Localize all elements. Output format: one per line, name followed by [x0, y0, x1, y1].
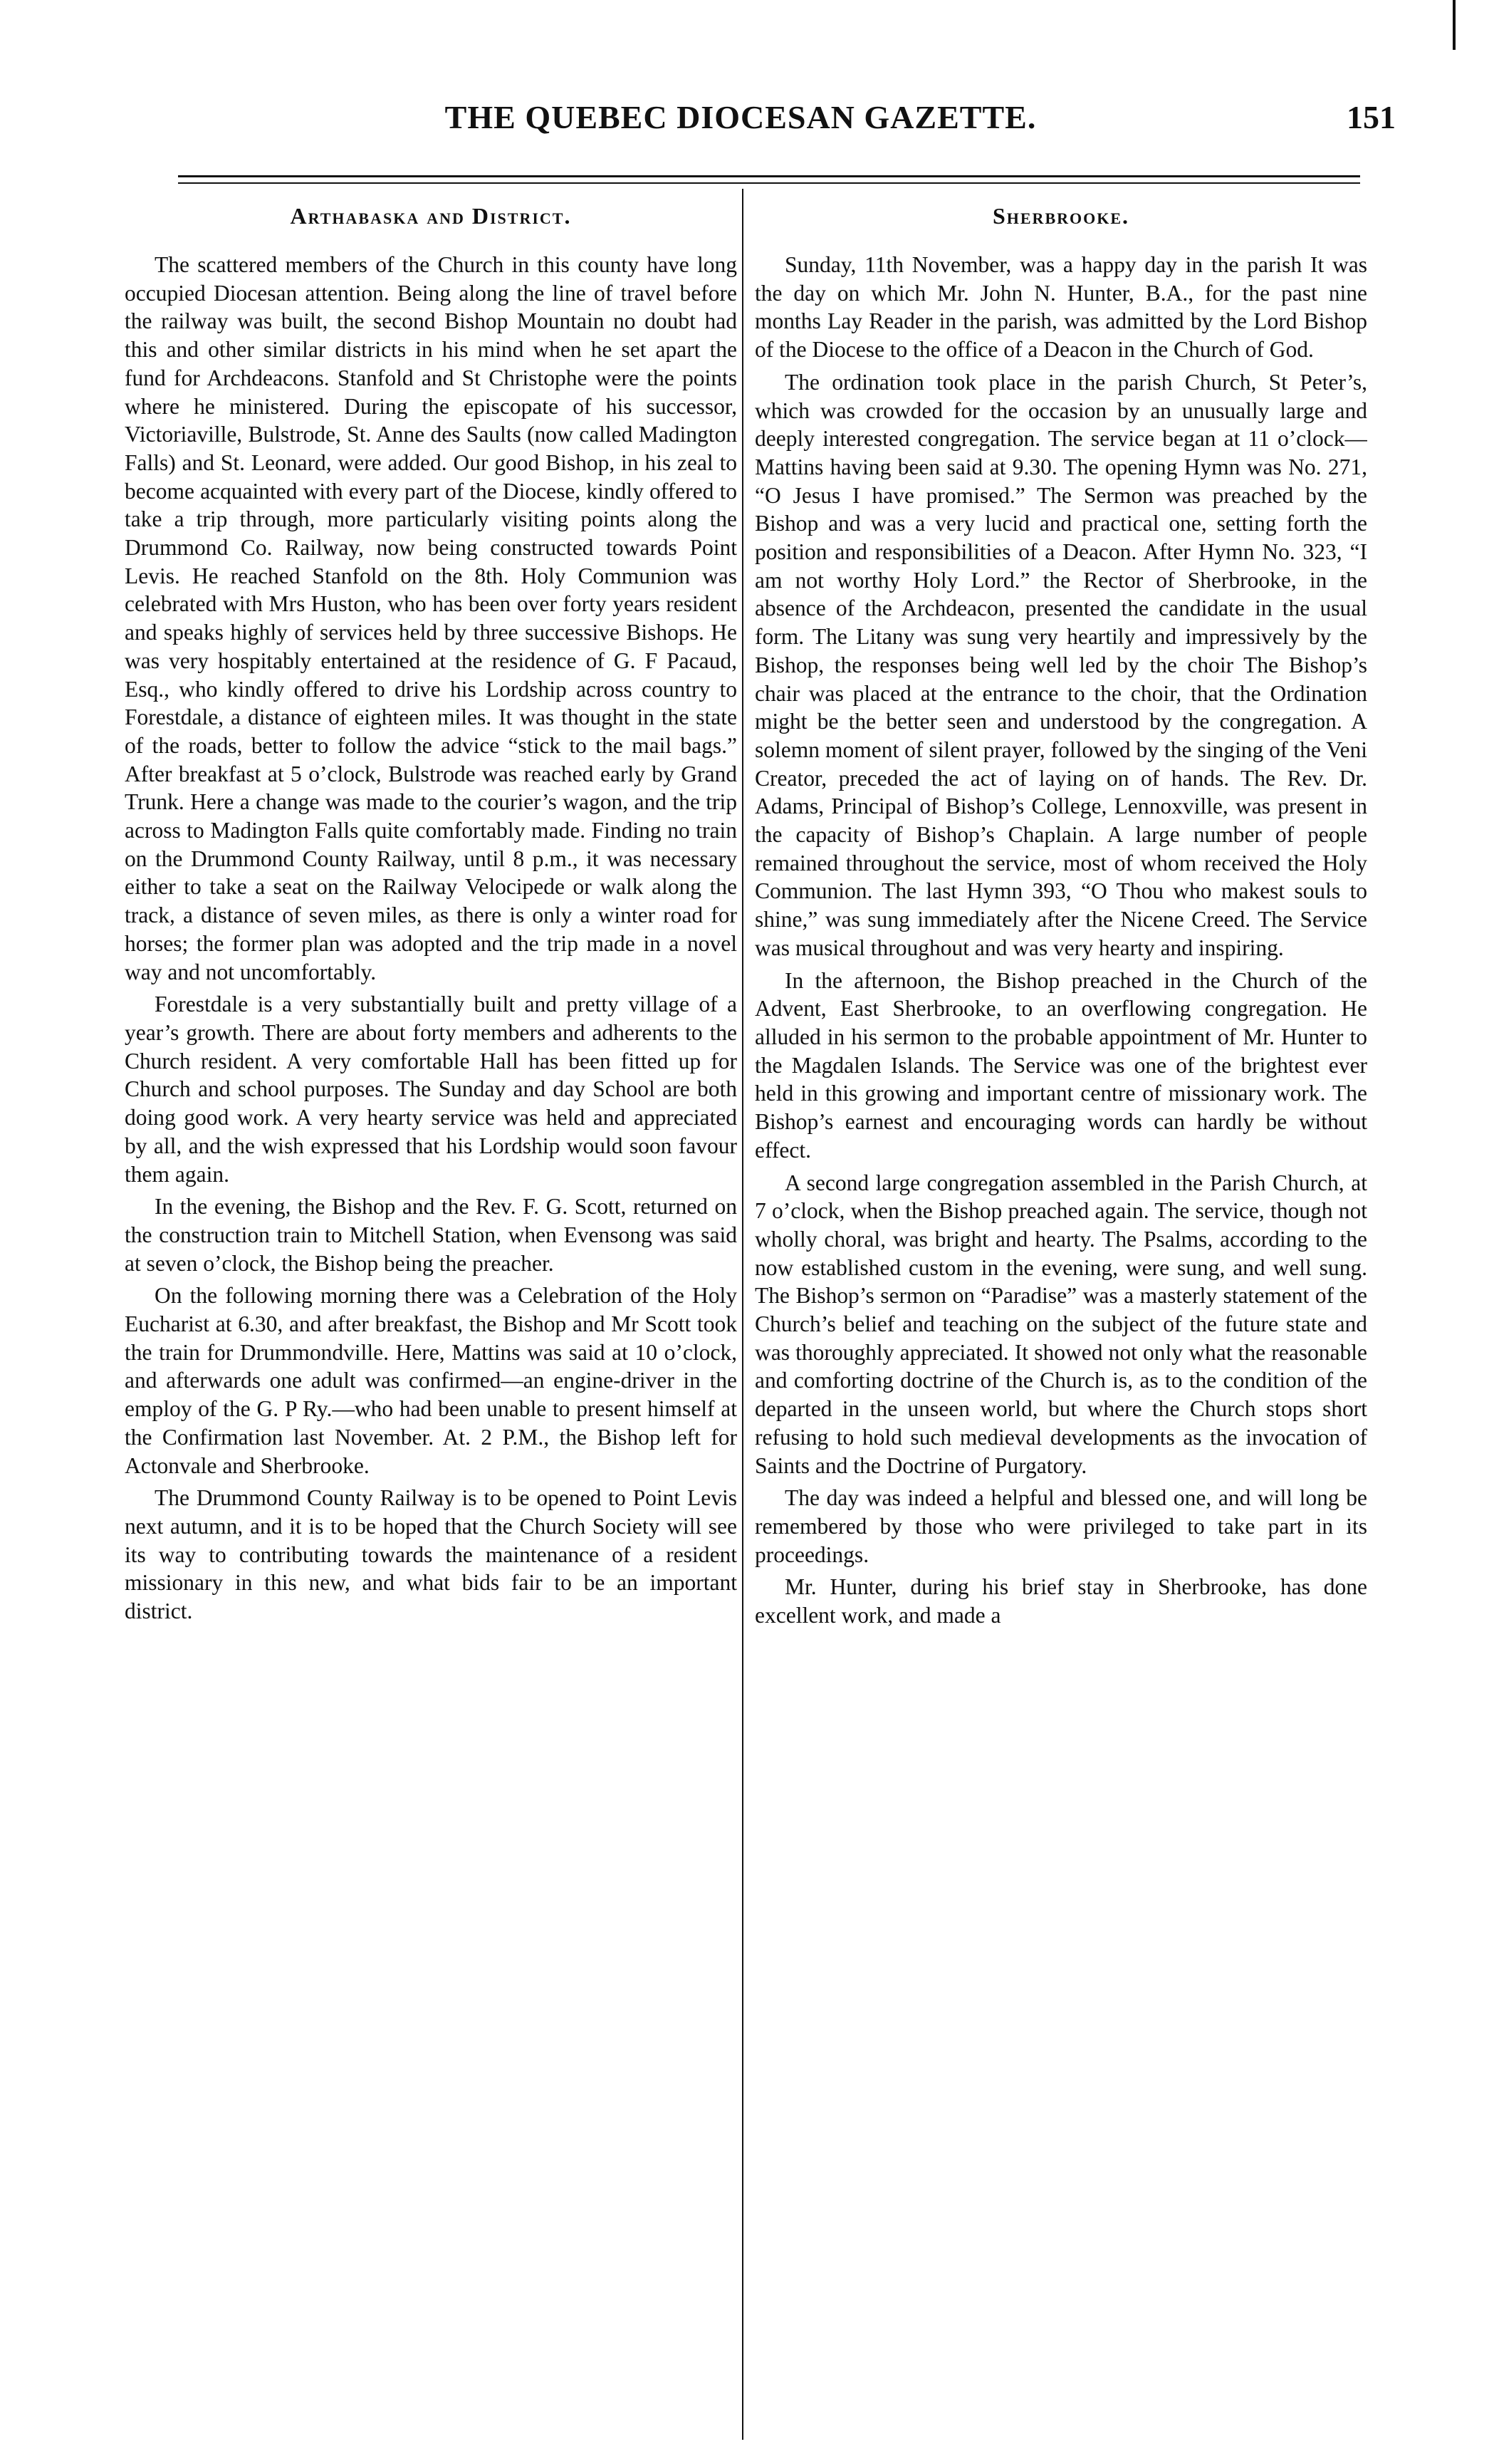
page-header	[85, 85, 1396, 151]
right-column	[755, 203, 1367, 2447]
paragraph: A second large congregation assembled in the Parish Church, at 7 o’clock, when the Bishop preached again. The service, though not wholly choral, was bright and hearty. The Psalms, according to the now established custom in the evening, were sung, and well sung. The Bishop’s sermon on “Paradise” was a masterly statement of the Church’s belief and teaching on the subject of the future state and was thoroughly appreciated. It showed not only what the reasonable and comforting doctrine of the Church is, as to the condition of the departed in the unseen world, but where the Church stops short refusing to hold such medieval developments as the invocation of Saints and the Doctrine of Purgatory.	[755, 1170, 1367, 1478]
left-column	[125, 203, 737, 2447]
paragraph: In the afternoon, the Bishop preached in the Church of the Advent, East Sherbrooke, to an overflowing congregation. He alluded in his sermon to the probable appointment of Mr. Hunter to the Magdalen Islands. The Service was one of the brightest ever held in this growing and important centre of missionary work. The Bishop’s earnest and encouraging words can hardly be without effect.	[755, 967, 1367, 1163]
margin-mark	[1453, 0, 1456, 50]
paragraph: In the evening, the Bishop and the Rev. F. G. Scott, returned on the construction train to Mitchell Station, when Evensong was said at seven o’clock, the Bishop being the preacher.	[125, 1194, 737, 1276]
paragraph: Sunday, 11th November, was a happy day in the parish It was the day on which Mr. John N. Hunter, B.A., for the past nine months Lay Reader in the parish, was admitted by the Lord Bishop of the Diocese to the office of a Deacon in the Church of God.	[755, 252, 1367, 363]
paragraph: The scattered members of the Church in this county have long occupied Diocesan attention. Being along the line of travel before the railway was built, the second Bishop Mountain no doubt had this and other similar districts in his mind when he set apart the fund for Archdeacons. Stanfold and St Christophe were the points where he ministered. During the episcopate of his successor, Victoriaville, Bulstrode, St. Anne des Saults (now called Madington Falls) and St. Leonard, were added. Our good Bishop, in his zeal to become acquainted with every part of the Diocese, kindly offered to take a trip through, more particularly visiting points along the Drummond Co. Railway, now being constructed towards Point Levis. He reached Stanfold on the 8th. Holy Communion was celebrated with Mrs Huston, who has been over forty years resident and speaks highly of services held by three successive Bishops. He was very hospitably entertained at the residence of G. F Pacaud, Esq., who kindly offered to drive his Lordship across country to Forestdale, a distance of eighteen miles. It was thought in the state of the roads, better to follow the advice “stick to the mail bags.” After breakfast at 5 o’clock, Bulstrode was reached early by Grand Trunk. Here a change was made to the courier’s wagon, and the trip across to Madington Falls quite comfortably made. Finding no train on the Drummond County Railway, until 8 p.m., it was necessary either to take a seat on the Railway Velocipede or walk along the track, a distance of seven miles, as there is only a winter road for horses; the former plan was adopted and the trip made in a novel way and not uncomfortably.	[125, 252, 737, 984]
header-rule-top	[178, 175, 1360, 177]
paragraph: The day was indeed a helpful and blessed one, and will long be remembered by those who were privileged to take part in its proceedings.	[755, 1485, 1367, 1567]
header-rule-bottom	[178, 182, 1360, 184]
paragraph: On the following morning there was a Celebration of the Holy Eucharist at 6.30, and after breakfast, the Bishop and Mr Scott took the train for Drummondville. Here, Mattins was said at 10 o’clock, and afterwards one adult was confirmed—an engine-driver in the employ of the G. P Ry.—who had been unable to present himself at the Confirmation last November. At. 2 P.M., the Bishop left for Actonvale and Sherbrooke.	[125, 1283, 737, 1478]
section-heading-arthabaska: Arthabaska and District.	[290, 203, 572, 229]
column-divider	[742, 189, 743, 2440]
section-heading-sherbrooke: Sherbrooke.	[992, 203, 1130, 229]
page-number: 151	[1347, 99, 1396, 135]
paragraph: The ordination took place in the parish Church, St Peter’s, which was crowded for the occasion by an unusually large and deeply interested congregation. The service began at 11 o’clock—Mattins having been said at 9.30. The opening Hymn was No. 271, “O Jesus I have promised.” The Sermon was preached by the Bishop and was a very lucid and practical one, setting forth the position and responsibilities of a Deacon. After Hymn No. 323, “I am not worthy Holy Lord.” the Rector of Sherbrooke, in the absence of the Archdeacon, presented the candidate in the usual form. The Litany was sung very heartily and impressively by the Bishop, the responses being well led by the choir The Bishop’s chair was placed at the entrance to the choir, that the Ordination might be the better seen and understood by the congregation. A solemn moment of silent prayer, followed by the singing of the Veni Creator, preceded the act of laying on of hands. The Rev. Dr. Adams, Principal of Bishop’s College, Lennoxville, was present in the capacity of Bishop’s Chaplain. A large number of people remained throughout the service, most of whom received the Holy Communion. The last Hymn 393, “O Thou who makest souls to shine,” was sung immediately after the Nicene Creed. The Service was musical throughout and was very hearty and inspiring.	[755, 369, 1367, 960]
paragraph: The Drummond County Railway is to be opened to Point Levis next autumn, and it is to be hoped that the Church Society will see its way to contributing towards the maintenance of a resident missionary in this new, and what bids fair to be an important district.	[125, 1485, 737, 1624]
running-title: THE QUEBEC DIOCESAN GAZETTE.	[444, 99, 1037, 135]
paragraph: Mr. Hunter, during his brief stay in Sherbrooke, has done excellent work, and made a	[755, 1574, 1367, 1628]
paragraph: Forestdale is a very substantially built and pretty village of a year’s growth. There are about forty members and adherents to the Church resident. A very comfortable Hall has been fitted up for Church and school purposes. The Sunday and day School are both doing good work. A very hearty service was held and appreciated by all, and the wish expressed that his Lordship would soon favour them again.	[125, 992, 737, 1187]
